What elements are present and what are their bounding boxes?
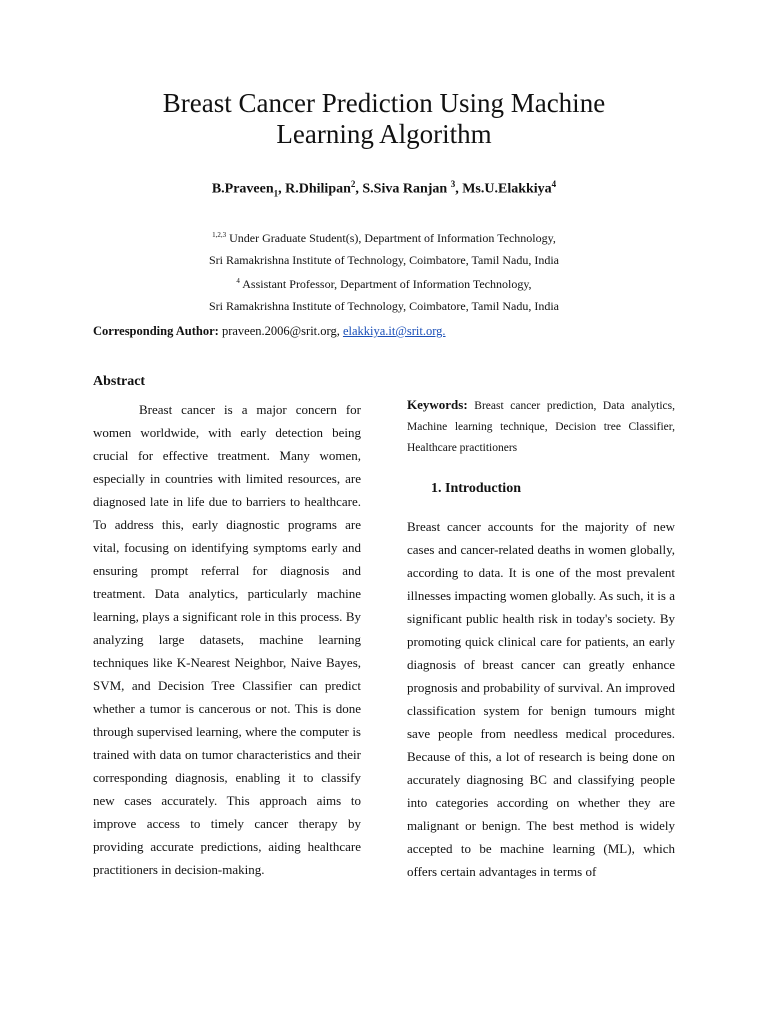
affiliation-line	[60, 271, 708, 296]
affiliation-text: Sri Ramakrishna Institute of Technology, Coimbatore, Tamil Nadu, India	[208, 298, 560, 313]
introduction-heading: 1. Introduction	[431, 481, 521, 496]
title-line-1: Breast Cancer Prediction Using Machine	[162, 88, 606, 118]
affiliation-sup: 1,2,3	[212, 231, 227, 239]
affiliation-line	[60, 296, 708, 318]
affiliation-sup: 4	[236, 277, 240, 285]
affiliations	[60, 225, 708, 317]
author-mark: 1	[273, 188, 279, 199]
keywords-text: Breast cancer prediction, Data analytics, Machine learning technique, Decision tree Classifier, Healthcare practitioners	[407, 400, 675, 454]
right-column	[407, 394, 675, 883]
corresponding-label: Corresponding Author:	[93, 324, 219, 338]
paper-title	[60, 88, 708, 150]
keywords	[407, 394, 675, 459]
affiliation-line	[60, 225, 708, 250]
author-name: Ms.U.Elakkiya	[462, 181, 552, 197]
author-name: S.Siva Ranjan	[362, 181, 451, 197]
affiliation-text: Under Graduate Student(s), Department of Information Technology,	[226, 231, 556, 245]
keywords-label: Keywords:	[407, 397, 468, 412]
introduction-text: Breast cancer accounts for the majority of new cases and cancer-related deaths in women globally, according to data. It is one of the most prevalent illnesses impacting women globally. As such, it is a significant public health risk in today's society. By promoting quick clinical care for patients, an early diagnosis of breast cancer can greatly enhance prognosis and probability of survival. An improved classification system for benign tumours might save people from needless medical procedures. Because of this, a lot of research is being done on accurately diagnosing BC and classifying people into categories according on whether they are malignant or benign. The best method is widely accepted to be machine learning (ML), which offers certain advantages in terms of	[407, 519, 675, 879]
author-separator: ,	[355, 181, 363, 197]
left-column	[93, 374, 361, 881]
affiliation-line	[60, 250, 708, 272]
author-mark: 4	[551, 179, 557, 189]
corresponding-email-1: praveen.2006@srit.org,	[218, 324, 343, 338]
affiliation-text: Assistant Professor, Department of Information Technology,	[239, 277, 532, 291]
abstract-text: Breast cancer is a major concern for women worldwide, with early detection being crucial for effective treatment. Many women, especially in countries with limited resources, are diagnosed late in life due to barriers to healthcare. To address this, early diagnostic programs are vital, focusing on identifying symptoms early and ensuring prompt referral for diagnosis and treatment. Data analytics, particularly machine learning, plays a significant role in this process. By analyzing large datasets, machine learning techniques like K-Nearest Neighbor, Naive Bayes, SVM, and Decision Tree Classifier can predict whether a tumor is cancerous or not. This is done through supervised learning, where the computer is trained with data on tumor characteristics and their corresponding diagnosis, enabling it to classify new cases accurately. This approach aims to improve access to timely cancer therapy by providing accurate predictions, aiding healthcare practitioners in decision-making.	[93, 402, 361, 877]
author-separator: ,	[455, 181, 463, 197]
abstract-heading: Abstract	[93, 374, 146, 389]
corresponding-author	[93, 324, 446, 339]
affiliation-text: Sri Ramakrishna Institute of Technology, Coimbatore, Tamil Nadu, India	[208, 252, 560, 267]
author-list	[60, 179, 708, 198]
author-name: R.Dhilipan	[285, 181, 351, 197]
author-name: B.Praveen	[211, 181, 274, 197]
author-mark: 2	[350, 179, 356, 189]
corresponding-email-link[interactable]: elakkiya.it@srit.org.	[342, 324, 446, 338]
author-mark: 3	[450, 179, 456, 189]
title-line-2: Learning Algorithm	[276, 119, 492, 149]
author-separator: ,	[278, 181, 286, 197]
